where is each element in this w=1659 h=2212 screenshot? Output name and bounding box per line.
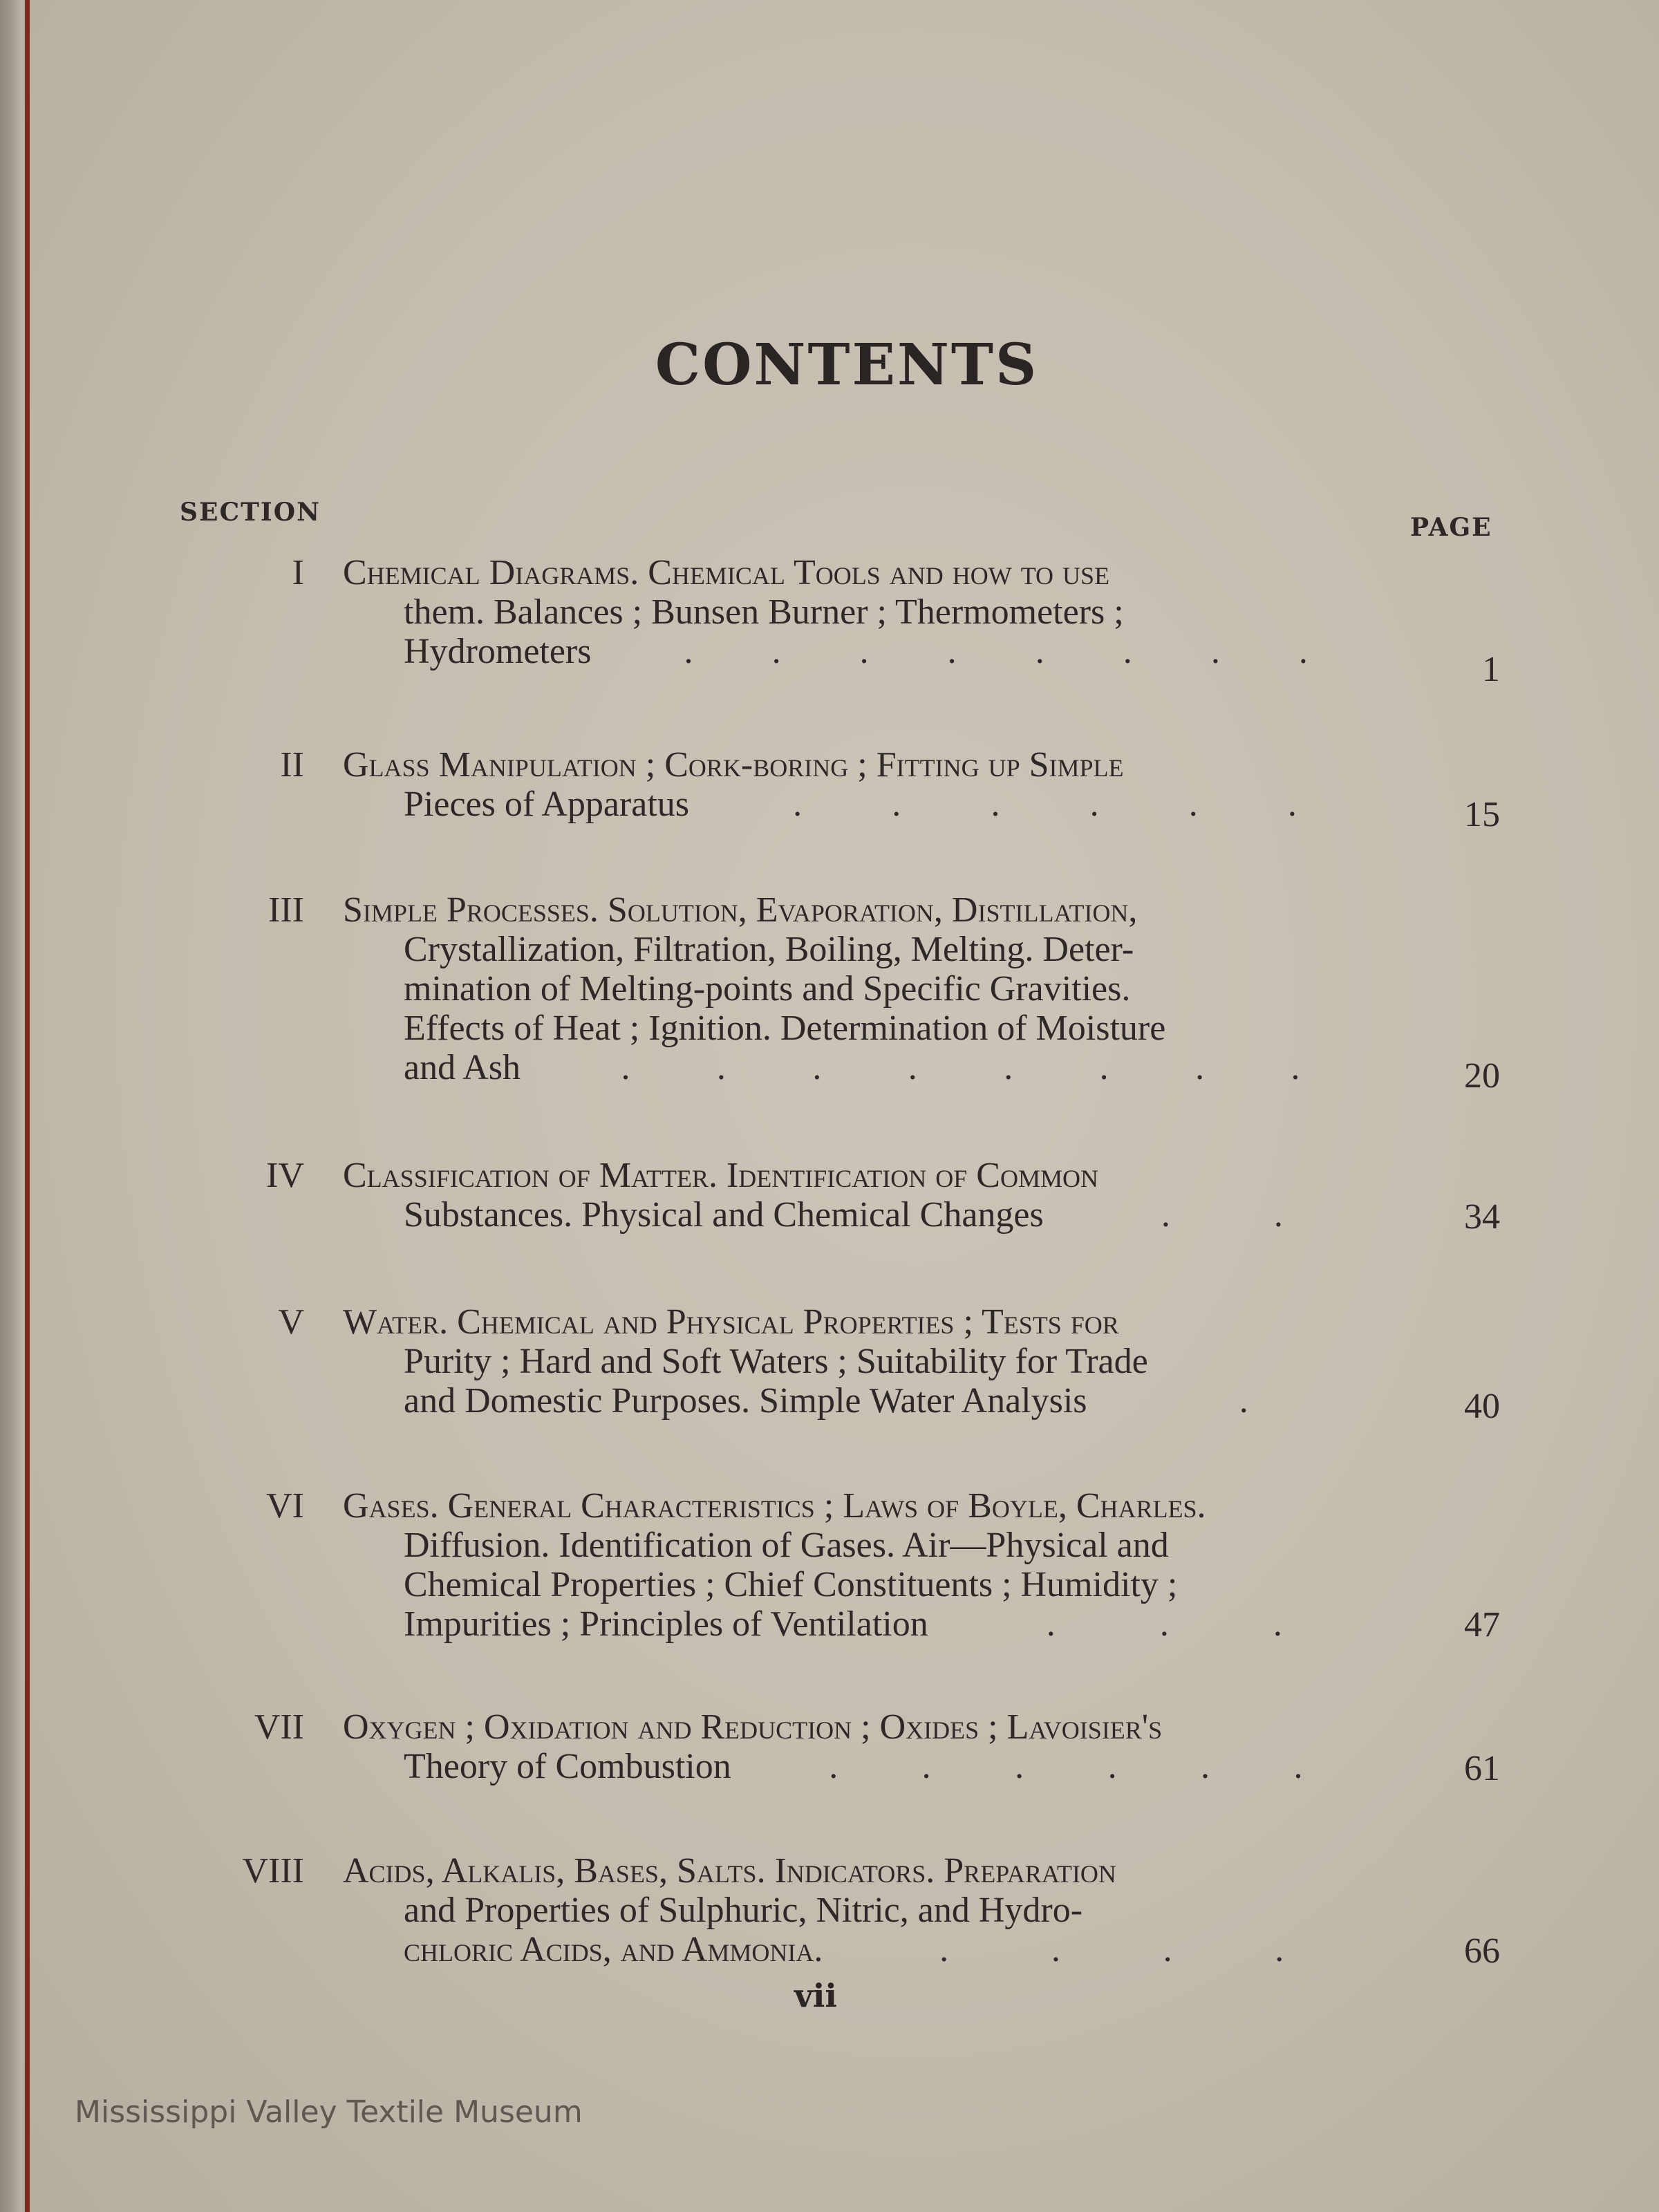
- page-column-header: PAGE: [1410, 513, 1492, 542]
- entry-line: [343, 1747, 1400, 1786]
- entry-text: [343, 1302, 1400, 1421]
- dot-leader: . . . . . . . .: [621, 1048, 1300, 1087]
- section-number: I: [292, 553, 304, 592]
- entry-line: [343, 930, 1400, 969]
- entry-line-text: Theory of Combustion: [404, 1747, 731, 1786]
- entry-line-text: Hydrometers: [404, 632, 592, 671]
- page-number: 34: [1464, 1197, 1500, 1237]
- page-number: 66: [1464, 1931, 1500, 1971]
- dot-leader: . . .: [1046, 1604, 1282, 1644]
- entry-line: [343, 1604, 1400, 1644]
- entry-line-text: Purity ; Hard and Soft Waters ; Suitability for Trade: [404, 1342, 1148, 1381]
- section-number: III: [268, 890, 304, 930]
- entry-line: [343, 1381, 1400, 1421]
- entry-line: [343, 1302, 1400, 1342]
- entry-line-text: Effects of Heat ; Ignition. Determination of Moisture: [404, 1009, 1166, 1048]
- section-column-header: SECTION: [180, 498, 321, 527]
- entry-line: [343, 632, 1400, 671]
- entry-line: [343, 1930, 1400, 1969]
- entry-line: [343, 1009, 1400, 1048]
- entry-line-text: and Ash: [404, 1048, 521, 1087]
- page-number: 47: [1464, 1605, 1500, 1644]
- entry-line-text: mination of Melting-points and Specific Gravities.: [404, 969, 1131, 1009]
- entry-line: [343, 1851, 1400, 1891]
- entry-line-text: them. Balances ; Bunsen Burner ; Thermometers ;: [404, 592, 1124, 632]
- entry-line-text: and Properties of Sulphuric, Nitric, and Hydro-: [404, 1891, 1083, 1930]
- entry-line: [343, 890, 1400, 930]
- section-number: VI: [266, 1486, 304, 1526]
- section-number: VII: [254, 1707, 304, 1747]
- entry-line-text: Crystallization, Filtration, Boiling, Melting. Deter-: [404, 930, 1134, 969]
- folio-page-number: vii: [794, 1977, 837, 2014]
- entry-text: [343, 1851, 1400, 1969]
- page-number: 20: [1464, 1056, 1500, 1096]
- entry-line: [343, 1565, 1400, 1604]
- entry-text: [343, 1156, 1400, 1235]
- entry-line: [343, 592, 1400, 632]
- page-number: 1: [1482, 650, 1500, 689]
- entry-line: [343, 1048, 1400, 1087]
- entry-line: [343, 1342, 1400, 1381]
- entry-line: [343, 1195, 1400, 1235]
- entry-line: [343, 969, 1400, 1009]
- entry-line: [343, 1526, 1400, 1565]
- entry-line-text: Oxygen ; Oxidation and Reduction ; Oxides ; Lavoisier's: [343, 1707, 1163, 1747]
- entry-line-text: Chemical Properties ; Chief Constituents ; Humidity ;: [404, 1565, 1178, 1604]
- page-title: CONTENTS: [655, 332, 1039, 398]
- entry-line: [343, 785, 1400, 824]
- entry-line: [343, 1891, 1400, 1930]
- entry-line-text: Classification of Matter. Identification of Common: [343, 1156, 1098, 1195]
- entry-line-text: Gases. General Characteristics ; Laws of Boyle, Charles.: [343, 1486, 1206, 1526]
- dot-leader: . . . . . . . .: [684, 632, 1308, 671]
- entry-line: [343, 1486, 1400, 1526]
- dot-leader: . . . . . .: [793, 785, 1297, 824]
- dot-leader: .: [1239, 1381, 1248, 1421]
- entry-line: [343, 1156, 1400, 1195]
- page-number: 15: [1464, 795, 1500, 834]
- page-number: 40: [1464, 1387, 1500, 1426]
- dot-leader: . .: [1161, 1195, 1283, 1235]
- entry-line-text: Simple Processes. Solution, Evaporation, Distillation,: [343, 890, 1138, 930]
- section-number: IV: [266, 1156, 304, 1195]
- dot-leader: . . . . . .: [829, 1747, 1303, 1786]
- entry-text: [343, 553, 1400, 671]
- museum-watermark: Mississippi Valley Textile Museum: [75, 2094, 583, 2130]
- entry-text: [343, 1707, 1400, 1786]
- entry-line-text: Impurities ; Principles of Ventilation: [404, 1604, 928, 1644]
- dot-leader: . . . .: [939, 1930, 1284, 1969]
- entry-line-text: Chemical Diagrams. Chemical Tools and how to use: [343, 553, 1110, 592]
- entry-line: [343, 1707, 1400, 1747]
- entry-text: [343, 890, 1400, 1087]
- entry-line-text: and Domestic Purposes. Simple Water Analysis: [404, 1381, 1087, 1421]
- entry-text: [343, 1486, 1400, 1644]
- entry-line-text: Pieces of Apparatus: [404, 785, 690, 824]
- section-number: V: [278, 1302, 304, 1342]
- entry-line: [343, 553, 1400, 592]
- entry-line-text: Water. Chemical and Physical Properties ; Tests for: [343, 1302, 1119, 1342]
- entry-line-text: Diffusion. Identification of Gases. Air—Physical and: [404, 1526, 1169, 1565]
- entry-line-text: Glass Manipulation ; Cork-boring ; Fitting up Simple: [343, 745, 1124, 785]
- section-number: II: [280, 745, 304, 785]
- page-number: 61: [1464, 1749, 1500, 1788]
- section-number: VIII: [242, 1851, 304, 1891]
- entry-line-text: Substances. Physical and Chemical Changes: [404, 1195, 1044, 1235]
- entry-line-text: chloric Acids, and Ammonia.: [404, 1930, 823, 1969]
- entry-line: [343, 745, 1400, 785]
- entry-text: [343, 745, 1400, 824]
- entry-line-text: Acids, Alkalis, Bases, Salts. Indicators. Preparation: [343, 1851, 1116, 1891]
